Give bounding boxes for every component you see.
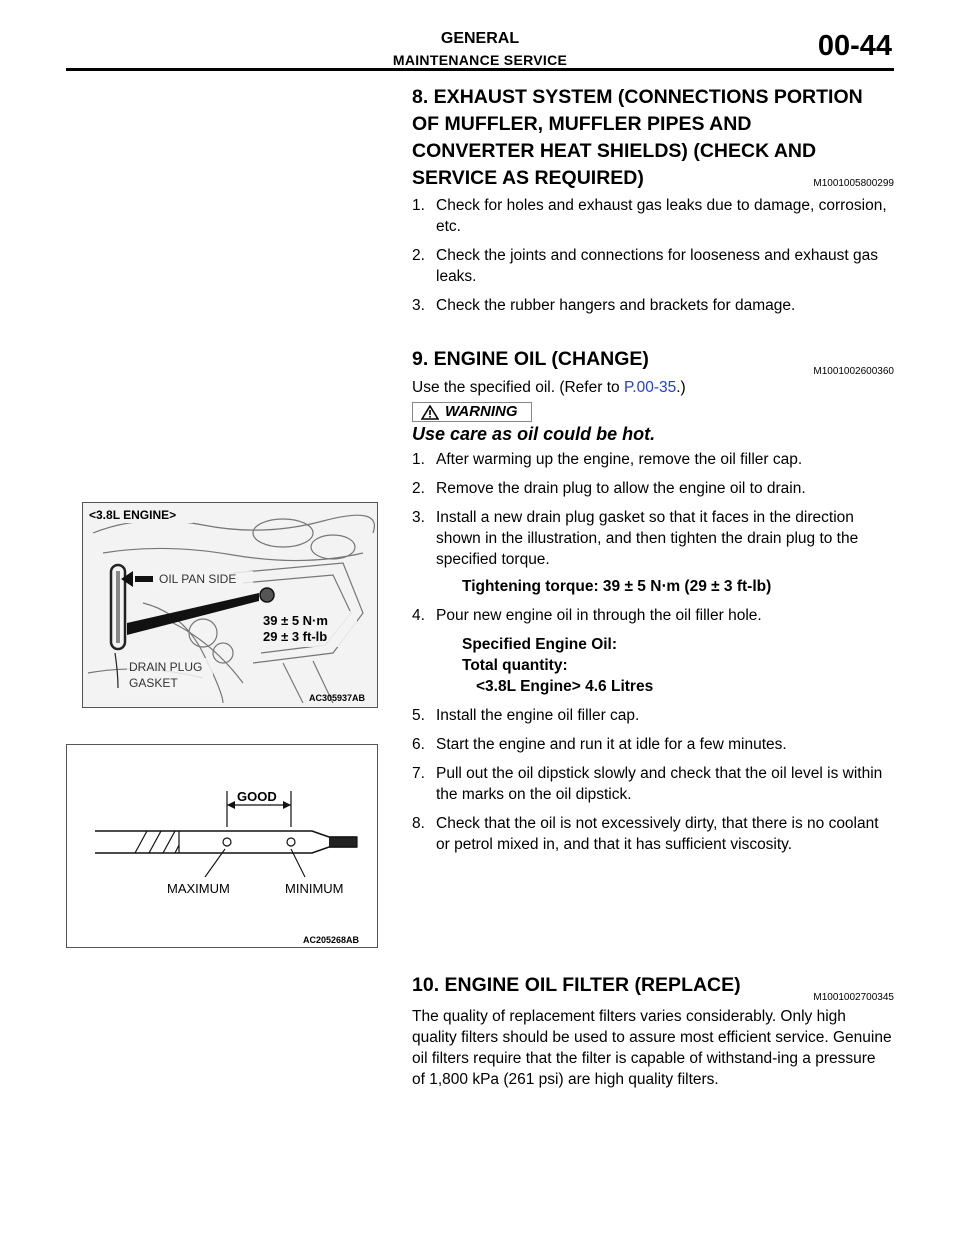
list-item: 1. After warming up the engine, remove the oil filler cap. bbox=[412, 451, 803, 468]
page-link[interactable]: P.00-35 bbox=[623, 379, 677, 396]
warning-icon bbox=[421, 405, 439, 420]
figure-code: AC205268AB bbox=[303, 935, 360, 945]
section-8 bbox=[412, 84, 896, 324]
engine-label: <3.8L ENGINE> bbox=[89, 508, 177, 522]
header-rule bbox=[66, 68, 894, 71]
section-9-intro: Use the specified oil. (Refer to P.00-35.) bbox=[412, 379, 686, 396]
torque-ftlb-label: 29 ± 3 ft-lb bbox=[263, 629, 328, 644]
section-10-header bbox=[412, 972, 896, 1003]
section-title: GENERAL bbox=[440, 30, 520, 47]
section-10-text: The quality of replacement filters varies considerably. Only high quality filters should be used to assure most efficient service. Genuine oil filters require that the filter is capable of withstand-ing a pressure of 1,800 kPa (261 psi) are high quality filters. bbox=[412, 1008, 892, 1088]
figure-code: AC305937AB bbox=[309, 693, 366, 703]
section-8-steps bbox=[412, 195, 896, 316]
drain-plug-label: DRAIN PLUG bbox=[129, 660, 203, 674]
section-8-code: M1001005800299 bbox=[813, 178, 894, 189]
drain-plug-figure bbox=[82, 502, 378, 708]
oil-spec-total: Total quantity: bbox=[462, 657, 568, 674]
page-number: 00-44 bbox=[817, 30, 892, 62]
good-label: GOOD bbox=[237, 789, 277, 804]
section-9-heading: 9. ENGINE OIL (CHANGE) bbox=[412, 348, 649, 370]
list-item: 5. Install the engine oil filler cap. bbox=[412, 707, 640, 724]
list-item: 4. Pour new engine oil in through the oil filler hole. bbox=[412, 607, 762, 624]
section-9-header bbox=[412, 346, 896, 377]
section-8-heading: 8. EXHAUST SYSTEM (CONNECTIONS PORTION OF MUFFLER, MUFFLER PIPES AND CONVERTER HEAT SHIELDS) (CHECK AND SERVICE AS REQUIRED) bbox=[412, 86, 863, 189]
oil-pan-side-label: OIL PAN SIDE bbox=[159, 572, 237, 586]
list-item: 8. Check that the oil is not excessively dirty, that there is no coolant or petrol mixed in, and that it has sufficient viscosity. bbox=[412, 815, 879, 853]
list-item: 6. Start the engine and run it at idle for a few minutes. bbox=[412, 736, 787, 753]
oil-spec-value: <3.8L Engine> 4.6 Litres bbox=[476, 678, 654, 695]
minimum-label: MINIMUM bbox=[285, 881, 344, 896]
list-item: 7. Pull out the oil dipstick slowly and check that the oil level is within the marks on the oil dipstick. bbox=[412, 765, 883, 803]
dipstick-illustration bbox=[67, 745, 377, 947]
list-item: 2. Remove the drain plug to allow the engine oil to drain. bbox=[412, 480, 806, 497]
list-item: 3. Check the rubber hangers and brackets for damage. bbox=[412, 297, 796, 314]
list-item: 3. Install a new drain plug gasket so that it faces in the direction shown in the illustration, and then tighten the drain plug to the specified torque. bbox=[412, 509, 859, 568]
warning-badge: WARNING bbox=[412, 402, 532, 422]
warning-text: Use care as oil could be hot. bbox=[412, 424, 656, 444]
torque-spec: Tightening torque: 39 ± 5 N⋅m (29 ± 3 ft-lb) bbox=[462, 578, 772, 595]
gasket-label: GASKET bbox=[129, 676, 178, 690]
section-10-code: M1001002700345 bbox=[813, 992, 894, 1003]
dipstick-figure bbox=[66, 744, 378, 948]
list-item: 2. Check the joints and connections for looseness and exhaust gas leaks. bbox=[412, 247, 879, 285]
subsection-title: MAINTENANCE SERVICE bbox=[392, 52, 568, 68]
section-10-heading: 10. ENGINE OIL FILTER (REPLACE) bbox=[412, 974, 741, 996]
list-item: 1. Check for holes and exhaust gas leaks due to damage, corrosion, etc. bbox=[412, 197, 887, 235]
oil-spec-title: Specified Engine Oil: bbox=[462, 636, 618, 653]
section-9-code: M1001002600360 bbox=[813, 366, 894, 377]
torque-nm-label: 39 ± 5 N·m bbox=[263, 613, 328, 628]
maximum-label: MAXIMUM bbox=[167, 881, 230, 896]
drain-plug-illustration bbox=[83, 503, 377, 707]
section-9-steps bbox=[412, 449, 896, 863]
